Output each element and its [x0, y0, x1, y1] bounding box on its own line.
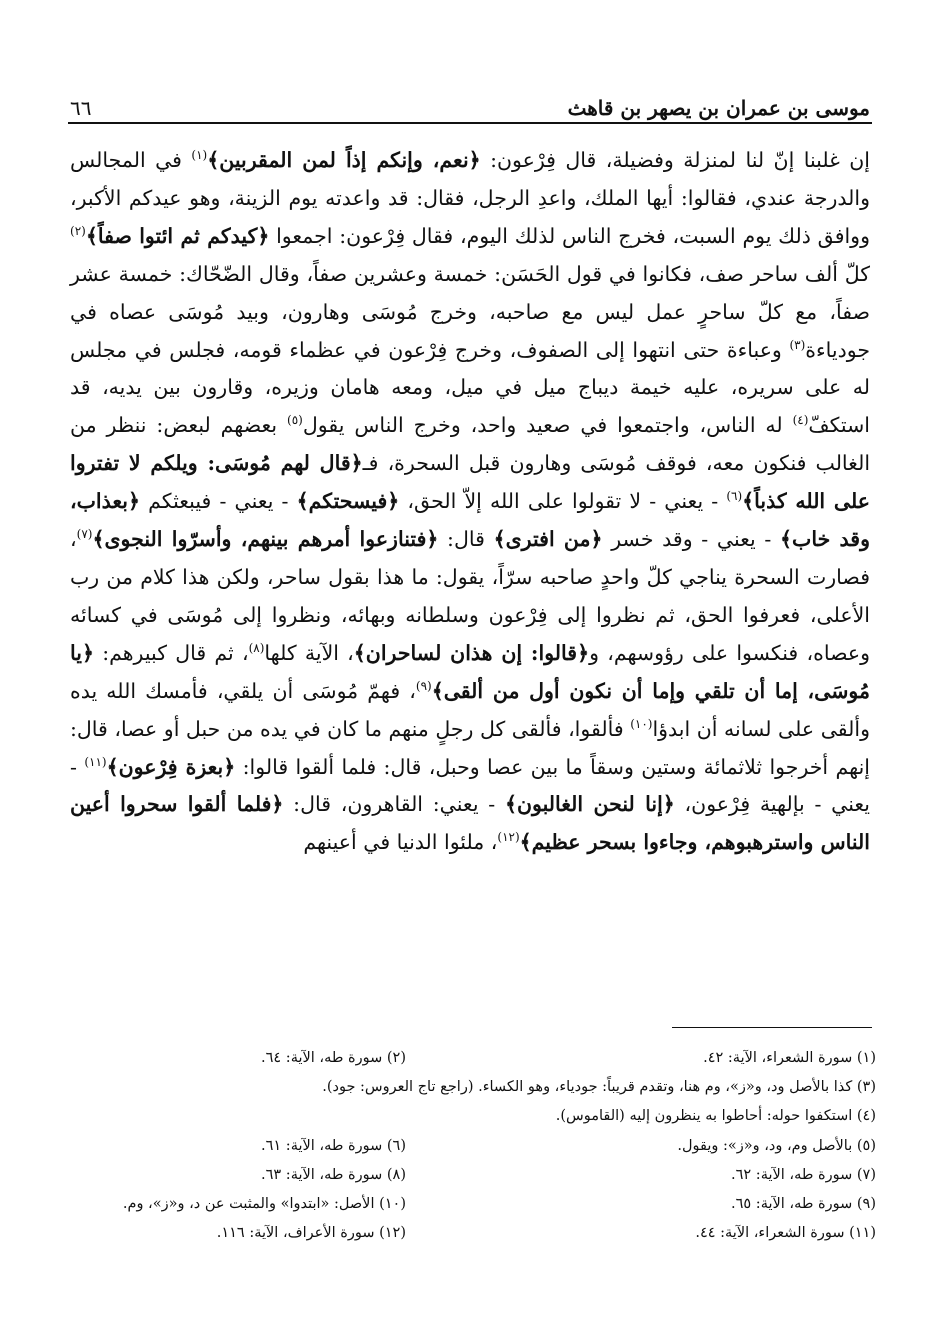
footnote-ref: (٣) — [789, 337, 806, 352]
footnote-row — [70, 1161, 876, 1190]
quran-quote: ﴿يا مُوسَى، إما أن تلقي وإما أن نكون أول من ألقى﴾ — [70, 640, 870, 703]
quran-quote: ﴿نعم، وإنكم إذاً لمن المقربين﴾ — [207, 148, 481, 172]
footnotes — [70, 1044, 876, 1248]
main-text — [70, 142, 870, 862]
footnote-row — [70, 1190, 876, 1219]
quran-quote: ﴿بعزة فِرْعون﴾ — [106, 754, 236, 779]
paragraph: إن غلبنا إنّ لنا لمنزلة وفضيلة، قال فِرْعون: ﴿نعم، وإنكم إذاً لمن المقربين﴾$^{(١)}$ في المجالس والدرجة عندي، فقالوا: أيها الملك، واعدِ الرجل، فقال: قد واعدته يوم الزينة، وهو عيدكم الأكبر، ووافق ذلك يوم السبت، فخرج الناس لذلك اليوم، فقال فِرْعون: اجمعوا ﴿كيدكم ثم ائتوا صفاً﴾$^{(٢)}$ كلّ ألف ساحر صف، فكانوا في قول الحَسَن: خمسة وعشرين صفاً، وقال الضّحّاك: خمسة عشر صفاً، مع كلّ ساحرٍ عمل ليس مع صاحبه، وخرج مُوسَى وهارون، وبيد مُوسَى عصاه في جودياءة$^{(٣)}$ وعباءة حتى انتهوا إلى الصفوف، وخرج فِرْعون في عظماء قومه، فجلس في مجلس له على سريره، عليه خيمة ديباج ميل في ميل، ومعه هامان وزيره، وقارون بين يديه، قد استكفّ$^{(٤)}$ له الناس، واجتمعوا في صعيد واحد، وخرج الناس يقول$^{(٥)}$ بعضهم لبعض: ننظر من الغالب فنكون معه، فوقف مُوسَى وهارون قبل السحرة، فـ﴿قال لهم مُوسَى: ويلكم لا تفتروا على الله كذباً﴾$^{(٦)}$ - يعني - لا تقولوا على الله إلاّ الحق، ﴿فيسحتكم﴾ - يعني - فيبعثكم ﴿بعذاب، وقد خاب﴾ - يعني - وقد خسر ﴿من افترى﴾ قال: ﴿فتنازعوا أمرهم بينهم، وأسرّوا النجوى﴾$^{(٧)}$، فصارت السحرة يناجي كلّ واحدٍ صاحبه سرّاً، يقول: ما هذا بقول ساحر، ولكن هذا كلام من رب الأعلى، فعرفوا الحق، ثم نظروا إلى فِرْعون وسلطانه وبهائه، ونظروا إلى مُوسَى في كسائه وعصاه، فنكسوا على رؤوسهم، و﴿قالوا: إن هذان لساحران﴾، الآية كلها$^{(٨)}$، ثم قال كبيرهم: ﴿يا مُوسَى، إما أن تلقي وإما أن نكون أول من ألقى﴾$^{(٩)}$، فهمّ مُوسَى أن يلقي، فأمسك الله يده وألقى على لسانه أن ابدؤا$^{(١٠)}$ فألقوا، فألقى كل رجلٍ منهم ما كان في يده من حبل أو عصا، قال: إنهم أخرجوا ثلاثمائة وستين وسقاً ما بين عصا وحبل، قال: فلما ألقوا قالوا: ﴿بعزة فِرْعون﴾$^{(١١)}$ - يعني - بإلهية فِرْعون، ﴿إنا لنحن الغالبون﴾ - يعني: القاهرون، قال: ﴿فلما ألقوا سحروا أعين الناس واسترهبوهم، وجاءوا بسحر عظيم﴾$^{(١٢)}$، ملئوا الدنيا في أعينهم — [70, 148, 871, 855]
page-number: ٦٦ — [70, 96, 92, 120]
footnote-ref: (١٠) — [630, 716, 653, 731]
footnote-ref: (١) — [191, 148, 208, 163]
footnote-ref: (٩) — [415, 678, 432, 693]
footnote-ref: (١١) — [84, 754, 107, 769]
footnote-ref: (٥) — [287, 413, 303, 428]
quran-quote: ﴿قال لهم مُوسَى: ويلكم لا تفتروا على الله كذباً﴾ — [70, 451, 870, 514]
footnote-4: (٤) استكفوا حوله: أحاطوا به ينظرون إليه (القاموس). — [555, 1108, 876, 1125]
footnote-ref: (٢) — [70, 223, 86, 238]
footnote-10: (١٠) الأصل: «ابتدوا» والمثبت عن د، و«ز»، وم. — [122, 1195, 406, 1212]
footnote-2: (٢) سورة طه، الآية: ٦٤. — [261, 1050, 406, 1066]
footnote-6: (٦) سورة طه، الآية: ٦١. — [261, 1137, 406, 1154]
footnote-ref: (٦) — [726, 489, 743, 504]
running-header — [70, 86, 870, 120]
footnote-row — [70, 1044, 876, 1073]
quran-quote: ﴿قالوا: إن هذان لساحران﴾ — [353, 640, 590, 665]
quran-quote: ﴿بعذاب، وقد خاب﴾ — [70, 489, 871, 552]
footnote-ref: (٤) — [792, 413, 809, 428]
footnote-ref: (٨) — [248, 640, 265, 655]
footnote-ref: (٧) — [76, 527, 93, 542]
quran-quote: ﴿كيدكم ثم ائتوا صفاً﴾ — [85, 223, 270, 248]
footnote-row — [70, 1132, 876, 1161]
quran-quote: ﴿فلما ألقوا سحروا أعين الناس واسترهبوهم، وجاءوا بسحر عظيم﴾ — [70, 792, 870, 855]
running-title: موسى بن عمران بن يصهر بن قاهث — [567, 96, 870, 120]
footnote-rule — [672, 1027, 872, 1028]
header-rule — [68, 122, 872, 124]
quran-quote: ﴿إنا لنحن الغالبون﴾ — [504, 792, 675, 817]
footnote-1: (١) سورة الشعراء، الآية: ٤٢. — [703, 1050, 876, 1066]
footnote-row — [70, 1219, 876, 1248]
quran-quote: ﴿من افترى﴾ — [493, 527, 603, 552]
quran-quote: ﴿فتنازعوا أمرهم بينهم، وأسرّوا النجوى﴾ — [92, 527, 439, 552]
footnote-row — [70, 1073, 876, 1102]
footnote-9: (٩) سورة طه، الآية: ٦٥. — [731, 1195, 876, 1212]
footnote-ref: (١٢) — [497, 830, 520, 845]
footnote-row — [70, 1102, 876, 1131]
footnote-12: (١٢) سورة الأعراف، الآية: ١١٦. — [216, 1225, 406, 1242]
footnote-5: (٥) بالأصل وم، ود، و«ز»: ويقول. — [677, 1137, 876, 1154]
footnote-3: (٣) كذا بالأصل ود، و«ز»، وم هنا، وتقدم قريباً: جودياء، وهو الكساء. (راجع تاج العروس: جود). — [322, 1079, 876, 1096]
footnote-8: (٨) سورة طه، الآية: ٦٣. — [261, 1166, 406, 1183]
footnote-7: (٧) سورة طه، الآية: ٦٢. — [731, 1166, 876, 1183]
footnote-11: (١١) سورة الشعراء، الآية: ٤٤. — [695, 1225, 876, 1242]
quran-quote: ﴿فيسحتكم﴾ — [296, 489, 400, 514]
